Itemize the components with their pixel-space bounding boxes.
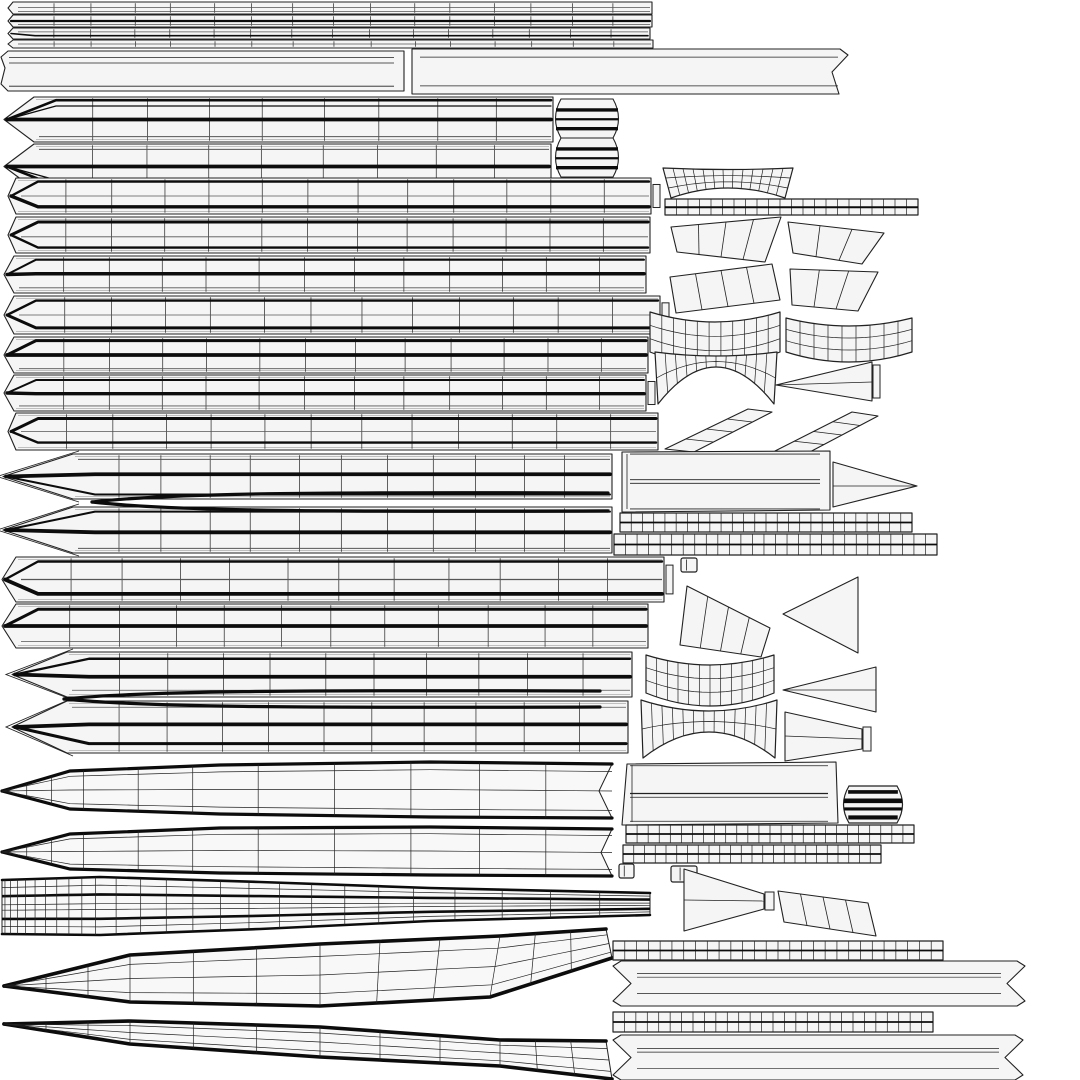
uv-island-barrel-stack bbox=[556, 99, 619, 177]
uv-island-arch-b bbox=[641, 700, 777, 758]
uv-island-rail-c bbox=[626, 825, 914, 843]
uv-island-block-a bbox=[622, 451, 830, 512]
uv-island-rail-f bbox=[613, 1012, 933, 1032]
uv-island-strip-1 bbox=[8, 178, 660, 214]
uv-island-strip-7 bbox=[8, 413, 658, 450]
uv-island-funnel bbox=[684, 869, 774, 931]
uv-island-strip-3 bbox=[4, 256, 646, 293]
uv-island-strip-8 bbox=[2, 557, 673, 602]
uv-island-fan bbox=[663, 168, 793, 198]
uv-island-block-b bbox=[622, 762, 838, 825]
uv-island-strip-top-c bbox=[8, 28, 650, 39]
uv-island-arch-a bbox=[655, 352, 777, 404]
uv-island-strip-6 bbox=[4, 375, 655, 411]
uv-island-grip bbox=[2, 877, 650, 935]
uv-island-cone-a bbox=[833, 462, 917, 507]
uv-island-plank-b bbox=[613, 1035, 1023, 1080]
uv-island-knob bbox=[844, 786, 903, 823]
uv-island-blade-a bbox=[2, 762, 612, 818]
uv-island-wing-b bbox=[788, 222, 884, 264]
uv-island-blade-b bbox=[2, 827, 612, 876]
uv-island-saddle-b bbox=[786, 318, 912, 362]
uv-island-wedge-b bbox=[783, 667, 876, 712]
uv-island-wing-g bbox=[680, 586, 770, 657]
uv-island-rail-d bbox=[623, 845, 881, 863]
uv-island-wedge-a bbox=[776, 362, 880, 401]
uv-island-plank-a bbox=[613, 961, 1025, 1006]
uv-island-thin-rail bbox=[665, 199, 918, 215]
uv-island-rail-e bbox=[613, 941, 943, 960]
uv-island-smooth-bar-left bbox=[1, 51, 404, 91]
uv-island-cap-b bbox=[619, 864, 634, 878]
uv-island-rail-a bbox=[620, 513, 912, 532]
uv-island-wing-e bbox=[665, 409, 772, 452]
uv-island-saddle-c bbox=[646, 655, 774, 706]
uv-island-strip-top-d bbox=[8, 40, 653, 48]
uv-island-strip-top-a bbox=[8, 2, 652, 14]
uv-island-wing-a bbox=[671, 217, 781, 262]
uv-island-strip-5 bbox=[4, 337, 648, 373]
uv-island-strip-4 bbox=[4, 296, 669, 334]
uv-island-cap-a bbox=[681, 558, 697, 572]
uv-island-rail-b bbox=[614, 534, 937, 555]
uv-island-wedge-c bbox=[785, 712, 871, 761]
uv-island-saber-b bbox=[4, 1021, 612, 1079]
uv-island-wing-h bbox=[778, 891, 876, 936]
uv-island-smooth-bar-right bbox=[412, 49, 848, 94]
uv-island-strip-9 bbox=[2, 604, 648, 648]
uv-island-strip-blade-a bbox=[4, 97, 553, 142]
uv-island-tri-a bbox=[783, 577, 858, 653]
uv-island-strip-top-b bbox=[8, 15, 652, 27]
uv-island-strip-2 bbox=[8, 217, 650, 253]
uv-island-wing-d bbox=[790, 269, 878, 311]
uv-island-wing-f bbox=[775, 412, 878, 454]
uv-island-wing-c bbox=[670, 264, 780, 313]
uv-island-saber-a bbox=[4, 929, 612, 1006]
